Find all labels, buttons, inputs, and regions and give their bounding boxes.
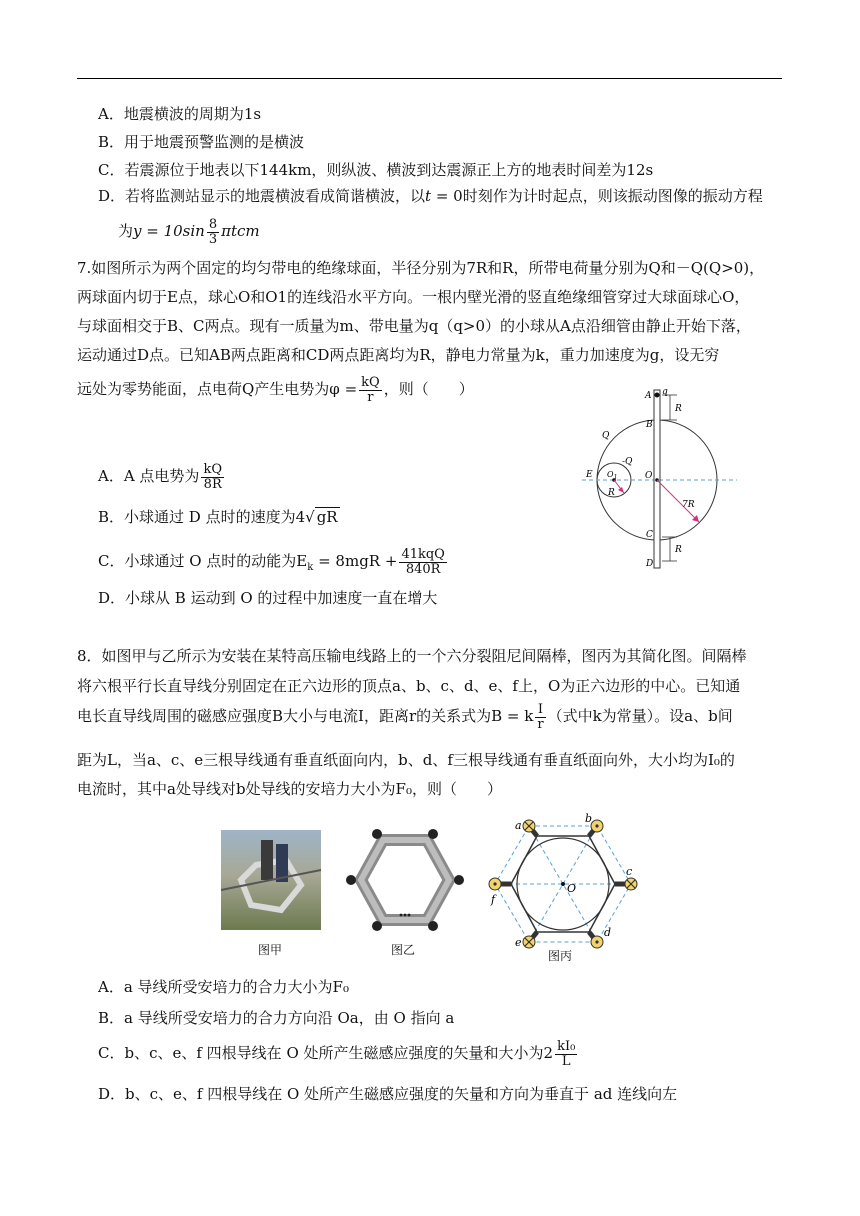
bolt: [408, 914, 411, 917]
q6-option-c: C．若震源位于地表以下144km，则纵波、横波到达震源正上方的地表时间差为12s: [98, 161, 654, 179]
q7-stem-line5: 远处为零势能面，点电荷Q产生电势为φ = $\frac{kQ}{r}$ ，则（ ）: [77, 374, 474, 405]
clamp-2: [428, 829, 438, 839]
q7-sphere-figure: [582, 385, 742, 570]
conductor-a-into-page: [523, 820, 535, 832]
charged-ball: [655, 393, 660, 398]
label-7r: 7R: [682, 500, 695, 510]
radius-r-arrowhead: [618, 487, 624, 493]
hex-label-b: b: [585, 812, 593, 825]
figure-bing-hexagon: [487, 812, 647, 957]
label-d: D: [646, 559, 654, 569]
clamp-4: [428, 921, 438, 931]
q7-option-b: B．小球通过 D 点时的速度为4√ gR: [98, 508, 338, 526]
q6-option-a: A．地震横波的周期为1s: [98, 105, 262, 123]
q8-stem-line4: 距为L，当a、c、e三根导线通有垂直纸面向内，b、d、f三根导线通有垂直纸面向外，大小均为I₀的: [77, 751, 735, 769]
conductor-f-out-of-page: [489, 878, 501, 890]
spacer-hexagon-highlight: [361, 840, 449, 920]
conductor-b-out-of-page: [591, 820, 603, 832]
q8-option-b: B．a 导线所受安培力的合力方向沿 Oa，由 O 指向 a: [98, 1009, 455, 1027]
label-neg-q: -Q: [622, 457, 633, 467]
label-b: B: [646, 420, 653, 430]
worker-figure: [261, 840, 273, 880]
q8-stem-line1: 8．如图甲与乙所示为安装在某特高压输电线路上的一个六分裂阻尼间隔棒，图丙为其简化图。间隔棒: [77, 647, 747, 665]
header-rule: [77, 78, 782, 79]
clamp-3: [454, 875, 464, 885]
photo-jia: [221, 830, 321, 930]
label-r-small: R: [608, 488, 615, 498]
hex-label-d: d: [604, 926, 612, 939]
photo-yi: [345, 828, 465, 933]
caption-yi: 图乙: [391, 943, 416, 957]
bolt: [400, 914, 403, 917]
q7-option-c: C．小球通过 O 点时的动能为$E_k = 8mgR$ + $\frac{\text{41kqQ}}{840R}$: [98, 546, 445, 577]
bolt: [404, 914, 407, 917]
label-o1: $O_1$: [607, 470, 618, 481]
q7-stem-line2: 两球面内切于E点，球心O和O1的连线沿水平方向。一根内壁光滑的竖直绝缘细管穿过大球面球心O，: [77, 288, 750, 306]
q8-option-d: D．b、c、e、f 四根导线在 O 处所产生磁感应强度的矢量和方向为垂直于 ad 连线向左: [98, 1085, 678, 1103]
q8-stem-line2: 将六根平行长直导线分别固定在正六边形的顶点a、b、c、d、e、f上，O为正六边形的中心。已知通: [77, 677, 741, 695]
hex-label-o: O: [567, 882, 577, 895]
label-big-q: Q: [602, 431, 610, 441]
q6-option-b: B．用于地震预警监测的是横波: [98, 133, 305, 151]
label-e: E: [586, 470, 593, 480]
q7-stem-line1: 7.如图所示为两个固定的均匀带电的绝缘球面，半径分别为7R和R，所带电荷量分别为Q和－Q(Q>0)，: [77, 259, 765, 277]
photo-jia-drawing: [221, 830, 321, 930]
q8-stem-line5: 电流时，其中a处导线对b处导线的安培力大小为F₀，则（ ）: [77, 780, 502, 798]
q8-option-a: A．a 导线所受安培力的合力大小为F₀: [98, 978, 349, 996]
q7-option-a: A．A 点电势为 $\frac{kQ}{8R}$: [98, 461, 222, 492]
clamp-5: [372, 921, 382, 931]
q6-option-d: D．若将监测站显示的地震横波看成简谐横波，以t = 0时刻作为计时起点，则该振动图像的振动方程: [98, 187, 763, 205]
conductor-e-into-page: [523, 936, 535, 948]
label-r-bottom: R: [675, 545, 682, 555]
clamp-1: [372, 829, 382, 839]
q6-option-d-equation: 为y = 10sin $\frac{8}{3}$ πtcm: [118, 216, 260, 247]
label-c: C: [646, 530, 653, 540]
hex-label-f: f: [491, 893, 496, 906]
caption-jia: 图甲: [258, 943, 283, 957]
conductor-d-out-of-page: [591, 936, 603, 948]
hex-label-e: e: [515, 936, 522, 949]
q7-option-d: D．小球从 B 运动到 O 的过程中加速度一直在增大: [98, 589, 438, 607]
clamp-6: [346, 875, 356, 885]
label-o: O: [645, 471, 653, 481]
q8-option-c: C．b、c、e、f 四根导线在 O 处所产生磁感应强度的矢量和大小为2 $\frac{\text{kI₀}}{L}$: [98, 1038, 576, 1069]
conductor-c-into-page: [625, 878, 637, 890]
label-r-top: R: [675, 404, 682, 414]
q7-stem-line3: 与球面相交于B、C两点。现有一质量为m、带电量为q（q>0）的小球从A点沿细管由静止开始下落，: [77, 317, 751, 335]
q7-stem-line4: 运动通过D点。已知AB两点距离和CD两点距离均为R，静电力常量为k，重力加速度为g，设无穷: [77, 346, 720, 364]
label-q: q: [662, 387, 668, 397]
label-a: A: [645, 391, 652, 401]
caption-bing: 图丙: [548, 949, 573, 963]
hex-label-a: a: [515, 819, 522, 832]
center-o-dot: [561, 882, 565, 886]
hex-label-c: c: [626, 865, 633, 878]
q8-stem-line3: 电长直导线周围的磁感应强度B大小与电流I，距离r的关系式为B = k $\frac{I}{r}$ （式中k为常量）。设a、b间: [77, 701, 733, 732]
